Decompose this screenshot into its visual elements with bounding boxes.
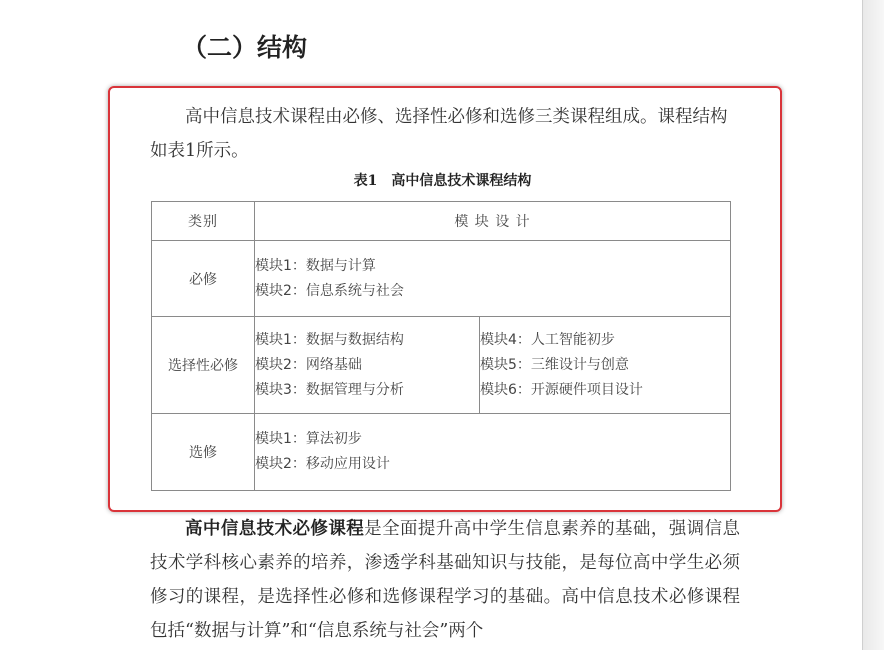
module-item: 模块1：数据与计算 [255,257,376,274]
table-row-optional [152,414,731,491]
modules-required [255,241,731,317]
table-row-required [152,241,731,317]
table-caption: 表1 高中信息技术课程结构 [353,173,532,189]
module-item: 模块6：开源硬件项目设计 [480,381,643,398]
paragraph-text: 是全面提升高中学生信息素养的基础，强调信息技术学科核心素养的培养，渗透学科基础知识与技能，是每位高中学生必须修习的课程，是选择性必修和选修课程学习的基础。高中信息技术必修课程包括“数据与计算”和“信息系统与社会”两个 [150,519,741,641]
module-item: 模块5：三维设计与创意 [480,356,629,373]
header-modules: 模 块 设 计 [255,202,731,241]
module-item: 模块2：移动应用设计 [255,456,390,472]
modules-optional [255,414,731,491]
modules-elective-left [255,317,480,414]
body-paragraph [150,512,740,648]
header-category: 类别 [152,202,255,241]
module-item: 模块1：算法初步 [255,431,362,447]
module-item: 模块4：人工智能初步 [480,331,615,348]
category-elective-required: 选择性必修 [152,317,255,414]
table-row-elective-required [152,317,731,414]
section-heading: （二）结构 [182,33,308,62]
paragraph-bold-lead: 高中信息技术必修课程 [185,519,365,539]
module-item: 模块2：网络基础 [255,356,362,373]
module-item: 模块2：信息系统与社会 [255,282,404,299]
category-optional: 选修 [152,414,255,491]
table-header-row [152,202,731,241]
page-shadow [863,0,884,650]
category-required: 必修 [152,241,255,317]
module-item: 模块3：数据管理与分析 [255,381,404,398]
module-item: 模块1：数据与数据结构 [255,331,404,348]
course-structure-table [151,201,731,491]
intro-paragraph: 高中信息技术课程由必修、选择性必修和选修三类课程组成。课程结构如表1所示。 [150,107,728,161]
modules-elective-right [480,317,731,414]
